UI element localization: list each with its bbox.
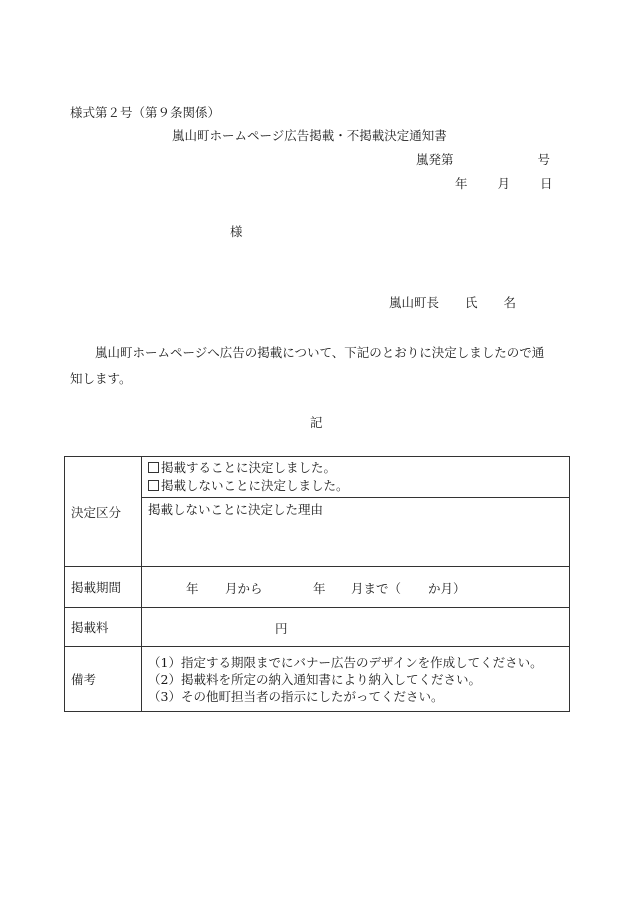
period-year-2: 年 (313, 581, 326, 596)
decision-row (65, 457, 570, 567)
fee-row (65, 608, 570, 647)
form-number: 様式第２号（第９条関係） (70, 105, 221, 120)
sender-name-1: 氏 (465, 295, 478, 310)
reference-suffix: 号 (537, 152, 550, 167)
date-day: 日 (540, 176, 553, 191)
option-not-publish-label: 掲載しないことに決定しました。 (161, 478, 349, 493)
remark-note: （2）掲載料を所定の納入通知書により納入してください。 (148, 671, 481, 687)
period-cell[interactable] (142, 567, 570, 608)
reference-prefix: 嵐発第 (416, 152, 454, 167)
fee-unit: 円 (275, 621, 288, 636)
addressee-honorific: 様 (230, 224, 243, 239)
decision-cell (142, 457, 570, 567)
fee-label: 掲載料 (65, 608, 142, 647)
period-year-1: 年 (186, 581, 199, 596)
date-month: 月 (497, 176, 511, 191)
remarks-row (65, 647, 570, 712)
option-publish[interactable] (142, 457, 569, 477)
remarks-cell (142, 647, 570, 712)
period-until: 月まで（ (351, 581, 402, 596)
period-months: か月） (428, 581, 466, 596)
checkbox-icon[interactable] (148, 462, 159, 473)
option-not-publish[interactable] (142, 477, 569, 497)
option-publish-label: 掲載することに決定しました。 (161, 460, 337, 475)
sender (389, 293, 516, 311)
reason-label: 掲載しないことに決定した理由 (148, 502, 324, 517)
remark-note: （1）指定する期限までにバナー広告のデザインを作成してください。 (148, 654, 543, 670)
fee-cell[interactable] (142, 608, 570, 647)
reference-number (416, 150, 550, 168)
reason-box[interactable] (142, 497, 569, 566)
period-from: 月から (225, 581, 263, 596)
body-paragraph: 嵐山町ホームページへ広告の掲載について、下記のとおりに決定しましたので通知します。 (70, 345, 545, 386)
period-row (65, 567, 570, 608)
decision-label: 決定区分 (65, 457, 142, 567)
ki-heading: 記 (310, 415, 323, 430)
date-line (455, 174, 553, 192)
sender-title: 嵐山町長 (389, 295, 440, 310)
remark-note: （3）その他町担当者の指示にしたがってください。 (148, 688, 444, 704)
checkbox-icon[interactable] (148, 480, 159, 491)
document-title: 嵐山町ホームページ広告掲載・不掲載決定通知書 (172, 128, 447, 143)
period-label: 掲載期間 (65, 567, 142, 608)
sender-name-2: 名 (503, 295, 517, 310)
decision-table (64, 456, 570, 712)
date-year: 年 (455, 176, 468, 191)
remarks-label: 備考 (65, 647, 142, 712)
